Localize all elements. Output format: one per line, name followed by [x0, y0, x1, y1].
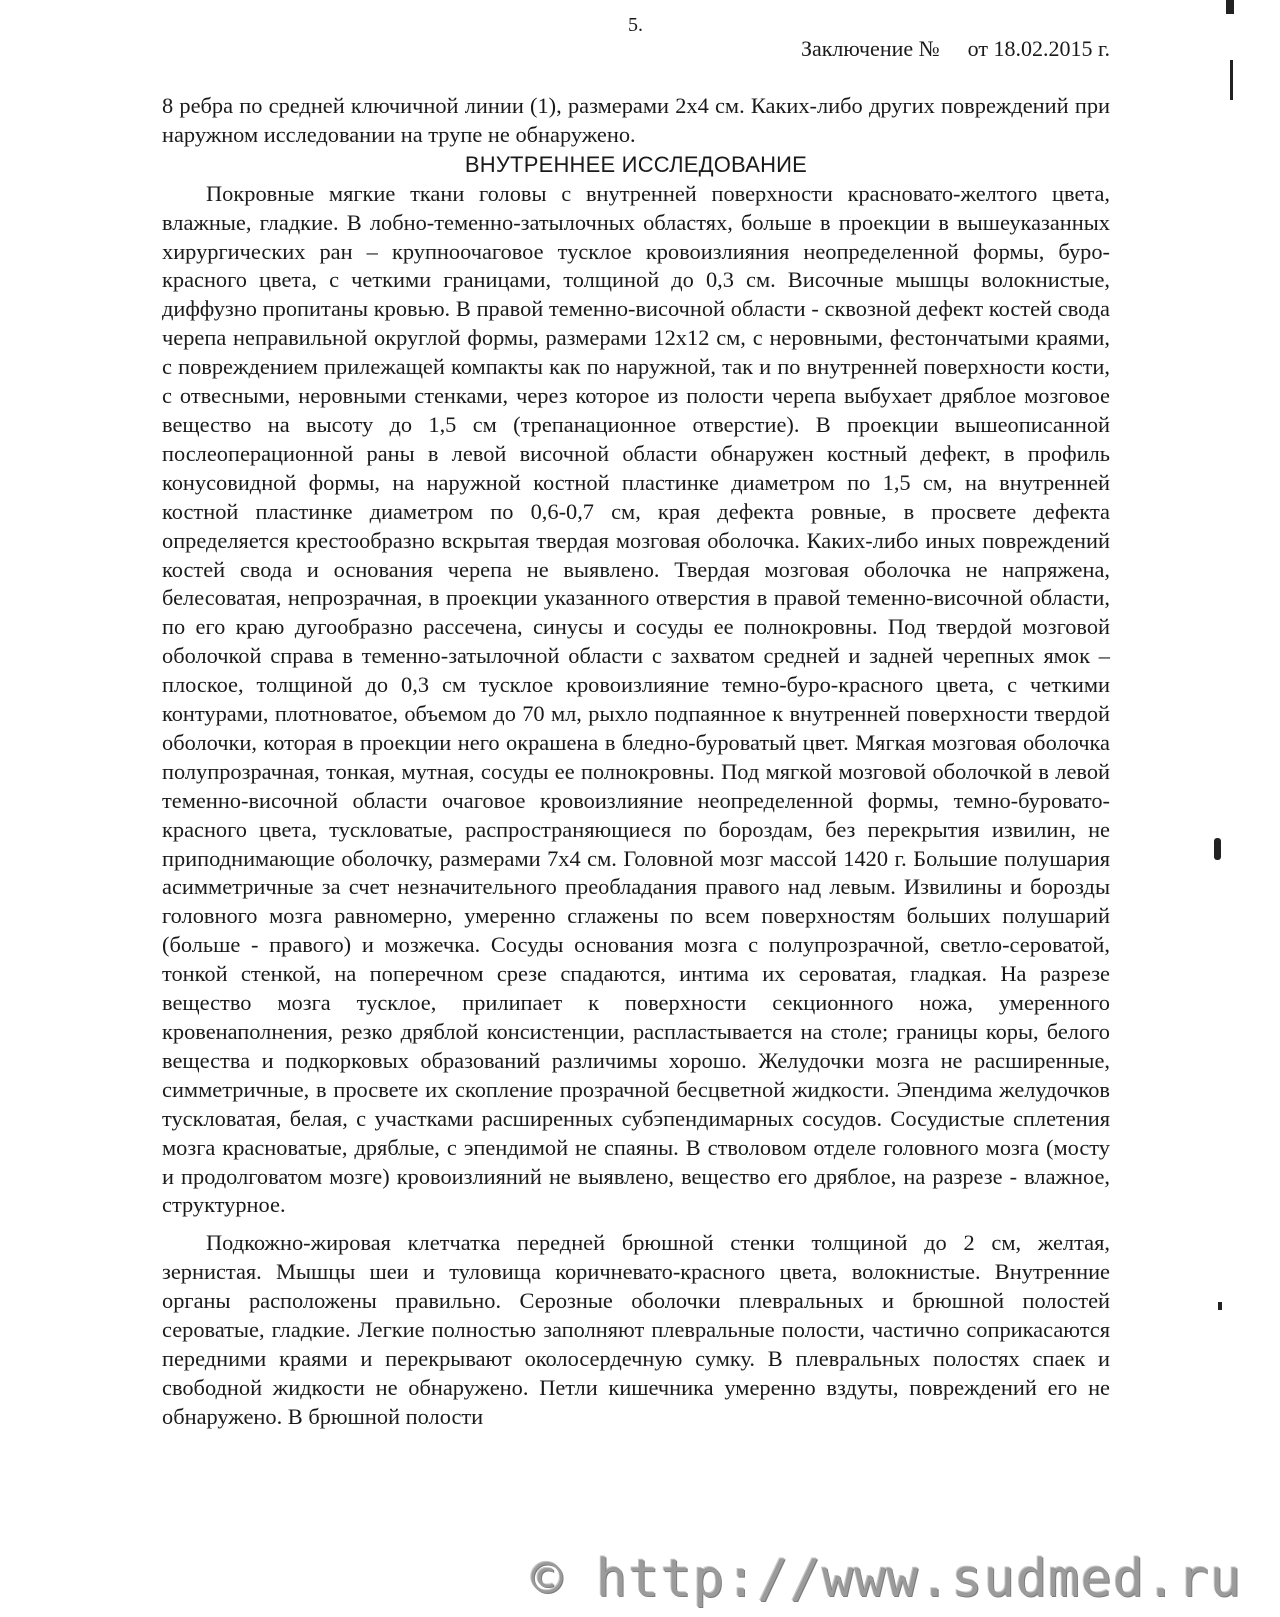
paragraph-internal-head: Покровные мягкие ткани головы с внутренней поверхности красновато-желтого цвета, влажные, гладкие. В лобно-теменно-затылочных областях, больше в проекции в вышеуказанных хирургических ран – крупноочаговое тусклое кровоизлияния неопределенной формы, буро-красного цвета, с четкими границами, толщиной до 0,3 см. Височные мышцы волокнистые, диффузно пропитаны кровью. В правой теменно-височной области - сквозной дефект костей свода черепа неправильной округлой формы, размерами 12х12 см, с неровными, фестончатыми краями, с повреждением прилежащей компакты как по наружной, так и по внутренней поверхности кости, с отвесными, неровными стенками, через которое из полости черепа выбухает дряблое мозговое вещество на высоту до 1,5 см (трепанационное отверстие). В проекции вышеописанной послеоперационной раны в левой височной области обнаружен костный дефект, в профиль конусовидной формы, на наружной костной пластинке диаметром по 1,5 см, на внутренней костной пластинке диаметром по 0,6-0,7 см, края дефекта ровные, в просвете дефекта определяется крестообразно вскрытая твердая мозговая оболочка. Каких-либо иных повреждений костей свода и основания черепа не выявлено. Твердая мозговая оболочка не напряжена, белесоватая, непрозрачная, в проекции указанного отверстия в правой теменно-височной области, по его краю дугообразно рассечена, синусы и сосуды ее полнокровны. Под твердой мозговой оболочкой справа в теменно-затылочной области с захватом средней и задней черепных ямок – плоское, толщиной до 0,3 см тусклое кровоизлияние темно-буро-красного цвета, с четкими контурами, плотноватое, объемом до 70 мл, рыхло подпаянное к внутренней поверхности твердой оболочки, которая в проекции него окрашена в бледно-буроватый цвет. Мягкая мозговая оболочка полупрозрачная, тонкая, мутная, сосуды ее полнокровны. Под мягкой мозговой оболочкой в левой теменно-височной области очаговое кровоизлияние неопределенной формы, темно-буровато-красного цвета, тускловатые, распространяющиеся по бороздам, без перекрытия извилин, не приподнимающие оболочку, размерами 7х4 см. Головной мозг массой 1420 г. Большие полушария асимметричные за счет незначительного преобладания правого над левым. Извилины и борозды головного мозга равномерно, умеренно сглажены по всем поверхностям больших полушарий (больше - правого) и мозжечка. Сосуды основания мозга с полупрозрачной, светло-сероватой, тонкой стенкой, на поперечном срезе спадаются, интима их сероватая, гладкая. На разрезе вещество мозга тусклое, прилипает к поверхности секционного ножа, умеренного кровенаполнения, резко дряблой консистенции, распластывается на столе; границы коры, белого вещества и подкорковых образований различимы хорошо. Желудочки мозга не расширенные, симметричные, в просвете их скопление прозрачной бесцветной жидкости. Эпендима желудочков тускловатая, белая, с участками расширенных субэпендимарных сосудов. Сосудистые сплетения мозга красноватые, дряблые, с эпендимой не спаяны. В стволовом отделе головного мозга (мосту и продолговатом мозге) кровоизлияний не выявлено, вещество его дряблое, на разрезе - влажное, структурное. — [162, 180, 1110, 1218]
conclusion-header — [801, 36, 1110, 62]
document-body — [162, 92, 1110, 1432]
scan-artifact-mid — [1214, 838, 1221, 860]
section-title: ВНУТРЕННЕЕ ИССЛЕДОВАНИЕ — [464, 151, 808, 177]
continuation-paragraph: 8 ребра по средней ключичной линии (1), размерами 2х4 см. Каких-либо других повреждений при наружном исследовании на трупе не обнаружено. — [162, 93, 1110, 147]
conclusion-date: от 18.02.2015 г. — [967, 36, 1110, 61]
scan-artifact-top — [1226, 0, 1234, 14]
conclusion-label: Заключение № — [800, 36, 940, 61]
scan-artifact-right — [1230, 60, 1233, 100]
scan-artifact-low — [1218, 1302, 1222, 1310]
watermark: © http://www.sudmed.ru — [531, 1549, 1242, 1609]
paragraph-internal-body: Подкожно-жировая клетчатка передней брюшной стенки толщиной до 2 см, желтая, зернистая. Мышцы шеи и туловища коричневато-красного цвета, волокнистые. Внутренние органы расположены правильно. Серозные оболочки плевральных и брюшной полостей сероватые, гладкие. Легкие полностью заполняют плевральные полости, частично соприкасаются передними краями и перекрывают околосердечную сумку. В плевральных полостях спаек и свободной жидкости не обнаружено. Петли кишечника умеренно вздуты, повреждений его не обнаружено. В брюшной полости — [162, 1230, 1110, 1429]
page-number: 5. — [628, 14, 643, 36]
